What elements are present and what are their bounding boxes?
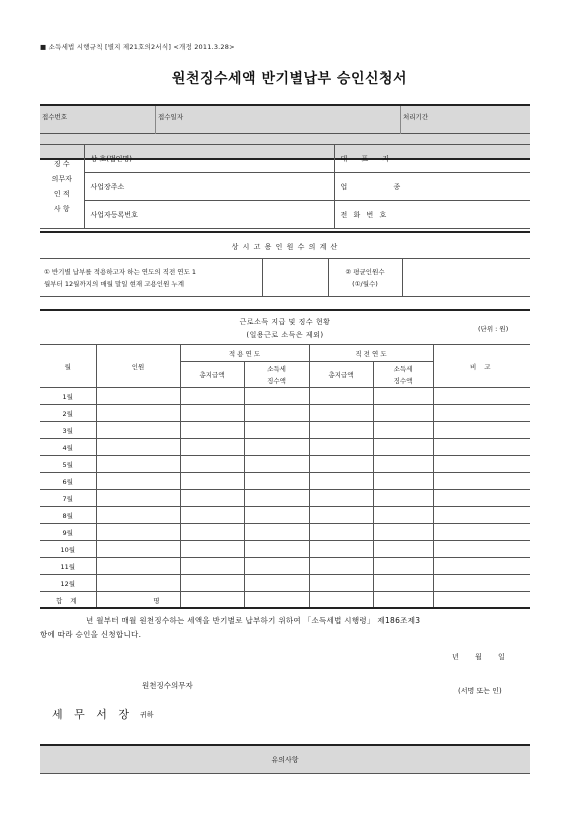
tax-cell[interactable]	[373, 592, 433, 609]
tax-cell[interactable]	[373, 473, 433, 490]
people-cell[interactable]	[96, 439, 180, 456]
table-row	[40, 388, 530, 405]
employee-total-line: 월부터 12월까지의 매월 말일 현재 고용인원 누계	[44, 279, 184, 288]
total-pay-cell[interactable]	[309, 422, 373, 439]
people-cell[interactable]	[96, 405, 180, 422]
note-cell[interactable]	[433, 388, 530, 405]
registration-number-field[interactable]	[84, 201, 334, 229]
total-pay-cell[interactable]	[180, 439, 244, 456]
table-row	[40, 524, 530, 541]
recipient-suffix: 귀하	[140, 711, 154, 719]
table-row	[40, 422, 530, 439]
average-employees-label	[328, 259, 402, 297]
tax-cell[interactable]	[244, 490, 309, 507]
total-pay-cell[interactable]	[180, 507, 244, 524]
table-row	[40, 473, 530, 490]
month-label: 3월	[40, 422, 96, 439]
total-row	[40, 592, 530, 609]
people-cell[interactable]	[96, 422, 180, 439]
tax-office-recipient: 세 무 서 장	[52, 708, 133, 721]
employee-total-line: ① 반기별 납부를 적용하고자 하는 연도의 직전 연도 1	[44, 267, 197, 276]
total-pay-cell[interactable]	[180, 592, 244, 609]
phone-label: 전 화 번 호	[340, 210, 389, 219]
average-employees-value[interactable]	[402, 259, 530, 297]
tax-cell[interactable]	[244, 405, 309, 422]
note-cell[interactable]	[433, 507, 530, 524]
employee-calc-table	[40, 258, 530, 297]
note-cell[interactable]	[433, 405, 530, 422]
tax-cell[interactable]	[244, 558, 309, 575]
tax-cell[interactable]	[244, 592, 309, 609]
note-cell[interactable]	[433, 439, 530, 456]
tax-cell[interactable]	[373, 422, 433, 439]
people-cell[interactable]	[96, 524, 180, 541]
payment-status-table	[40, 344, 530, 609]
phone-field[interactable]	[334, 201, 530, 229]
col-prior-year: 직 전 연 도	[309, 345, 433, 362]
people-cell[interactable]	[96, 456, 180, 473]
col-total-pay-applied: 총지급액	[180, 362, 244, 388]
tax-label-line: 소득세	[393, 364, 413, 373]
col-month: 월	[40, 345, 96, 388]
tax-cell[interactable]	[244, 422, 309, 439]
col-applied-year: 적 용 연 도	[180, 345, 309, 362]
statement-line: 년 월부터 매월 원천징수하는 세액을 반기별로 납부하기 위하여 「소득세법 시행령」 제186조제3	[86, 616, 421, 625]
tax-cell[interactable]	[373, 507, 433, 524]
total-pay-cell[interactable]	[309, 558, 373, 575]
withholder-info-table	[40, 144, 530, 229]
tax-cell[interactable]	[373, 541, 433, 558]
notes-bar	[40, 744, 530, 774]
payment-status-heading	[40, 316, 530, 342]
total-pay-cell[interactable]	[180, 422, 244, 439]
people-cell[interactable]	[96, 388, 180, 405]
tax-cell[interactable]	[244, 507, 309, 524]
total-pay-cell[interactable]	[180, 473, 244, 490]
note-cell[interactable]	[433, 575, 530, 592]
total-pay-cell[interactable]	[180, 541, 244, 558]
registration-number-label: 사업자등록번호	[90, 210, 138, 219]
withholder-side-label	[40, 145, 84, 229]
receipt-date-label: 접수일자	[158, 113, 184, 121]
side-label-line: 징 수	[53, 159, 70, 168]
unit-label: (단위 : 원)	[478, 325, 509, 333]
total-pay-cell[interactable]	[309, 592, 373, 609]
col-note: 비 고	[433, 345, 530, 388]
month-label: 12월	[40, 575, 96, 592]
note-cell[interactable]	[433, 490, 530, 507]
processing-period-label: 처리기간	[403, 113, 429, 121]
people-cell[interactable]	[96, 490, 180, 507]
tax-cell[interactable]	[373, 558, 433, 575]
month-label: 11월	[40, 558, 96, 575]
people-cell[interactable]	[96, 473, 180, 490]
page-title: 원천징수세액 반기별납부 승인신청서	[171, 71, 408, 87]
tax-cell[interactable]	[373, 524, 433, 541]
tax-cell[interactable]	[244, 524, 309, 541]
total-pay-cell[interactable]	[180, 575, 244, 592]
people-cell[interactable]	[96, 507, 180, 524]
people-cell[interactable]	[96, 541, 180, 558]
month-label: 9월	[40, 524, 96, 541]
tax-cell[interactable]	[244, 388, 309, 405]
side-label-line: 사 항	[53, 204, 70, 213]
note-cell[interactable]	[433, 592, 530, 609]
company-name-label: 상 호(법인명)	[90, 154, 132, 163]
notes-heading: 유의사항	[271, 756, 299, 764]
form-note: ■ 소득세법 시행규칙 [별지 제21호의2서식] <개정 2011.3.28>	[40, 43, 235, 51]
table-row	[40, 456, 530, 473]
note-cell[interactable]	[433, 558, 530, 575]
average-line: (①/월수)	[352, 279, 378, 288]
note-cell[interactable]	[433, 524, 530, 541]
total-pay-cell[interactable]	[309, 524, 373, 541]
employee-total-label	[40, 259, 262, 297]
note-cell[interactable]	[433, 422, 530, 439]
payment-heading-line: 근로소득 지급 및 징수 현황	[239, 318, 331, 326]
table-row	[40, 507, 530, 524]
tax-label-line: 징수액	[267, 376, 286, 385]
table-row	[40, 490, 530, 507]
total-pay-cell[interactable]	[309, 541, 373, 558]
tax-cell[interactable]	[373, 456, 433, 473]
note-cell[interactable]	[433, 473, 530, 490]
total-pay-cell[interactable]	[309, 507, 373, 524]
employee-total-value[interactable]	[262, 259, 328, 297]
month-label: 6월	[40, 473, 96, 490]
side-label-line: 의무자	[51, 174, 72, 183]
tax-label-line: 소득세	[267, 364, 286, 373]
total-pay-cell[interactable]	[309, 388, 373, 405]
total-pay-cell[interactable]	[309, 439, 373, 456]
application-date: 년 월 일	[452, 653, 505, 661]
total-pay-cell[interactable]	[309, 473, 373, 490]
tax-cell[interactable]	[244, 473, 309, 490]
employee-calc-heading: 상 시 고 용 인 원 수 의 계 산	[231, 243, 339, 251]
month-label: 8월	[40, 507, 96, 524]
total-label: 합 계	[40, 592, 96, 609]
tax-cell[interactable]	[244, 439, 309, 456]
tax-label-line: 징수액	[393, 376, 413, 385]
applicant-label: 원천징수의무자	[142, 681, 193, 690]
receipt-bar	[40, 104, 530, 134]
people-cell[interactable]	[96, 558, 180, 575]
representative-label: 대 표 자	[340, 154, 396, 163]
total-pay-cell[interactable]	[309, 456, 373, 473]
total-pay-cell[interactable]	[180, 388, 244, 405]
table-row	[40, 405, 530, 422]
note-cell[interactable]	[433, 456, 530, 473]
total-pay-cell[interactable]	[180, 524, 244, 541]
table-row	[40, 575, 530, 592]
col-total-pay-prior: 총지급액	[309, 362, 373, 388]
total-people-cell[interactable]: 명	[96, 592, 180, 609]
receipt-number-label: 접수번호	[42, 113, 68, 121]
month-label: 1월	[40, 388, 96, 405]
signature-note: (서명 또는 인)	[458, 687, 502, 695]
business-type-field[interactable]	[334, 173, 530, 201]
tax-cell[interactable]	[373, 388, 433, 405]
people-cell[interactable]	[96, 575, 180, 592]
col-tax-applied	[244, 362, 309, 388]
company-name-field[interactable]	[84, 145, 334, 173]
payment-heading-line: (일용근로 소득은 제외)	[246, 331, 324, 339]
note-cell[interactable]	[433, 541, 530, 558]
month-label: 2월	[40, 405, 96, 422]
tax-cell[interactable]	[244, 456, 309, 473]
month-label: 5월	[40, 456, 96, 473]
statement-line: 항에 따라 승인을 신청합니다.	[40, 630, 142, 639]
business-type-label: 업 종	[340, 182, 423, 191]
tax-cell[interactable]	[373, 490, 433, 507]
tax-cell[interactable]	[373, 405, 433, 422]
total-pay-cell[interactable]	[309, 490, 373, 507]
total-pay-cell[interactable]	[180, 456, 244, 473]
month-label: 7월	[40, 490, 96, 507]
total-pay-cell[interactable]	[180, 558, 244, 575]
table-row	[40, 439, 530, 456]
total-pay-cell[interactable]	[180, 490, 244, 507]
address-field[interactable]	[84, 173, 334, 201]
table-row	[40, 558, 530, 575]
month-label: 10월	[40, 541, 96, 558]
application-statement	[40, 614, 530, 642]
tax-cell[interactable]	[244, 575, 309, 592]
average-line: ② 평균인원수	[345, 267, 385, 276]
side-label-line: 인 적	[53, 189, 70, 198]
month-label: 4월	[40, 439, 96, 456]
total-pay-cell[interactable]	[309, 575, 373, 592]
tax-cell[interactable]	[373, 439, 433, 456]
col-tax-prior	[373, 362, 433, 388]
total-pay-cell[interactable]	[180, 405, 244, 422]
tax-cell[interactable]	[244, 541, 309, 558]
table-row	[40, 541, 530, 558]
col-people: 인원	[96, 345, 180, 388]
address-label: 사업장주소	[90, 182, 125, 191]
tax-cell[interactable]	[373, 575, 433, 592]
total-pay-cell[interactable]	[309, 405, 373, 422]
representative-field[interactable]	[334, 145, 530, 173]
